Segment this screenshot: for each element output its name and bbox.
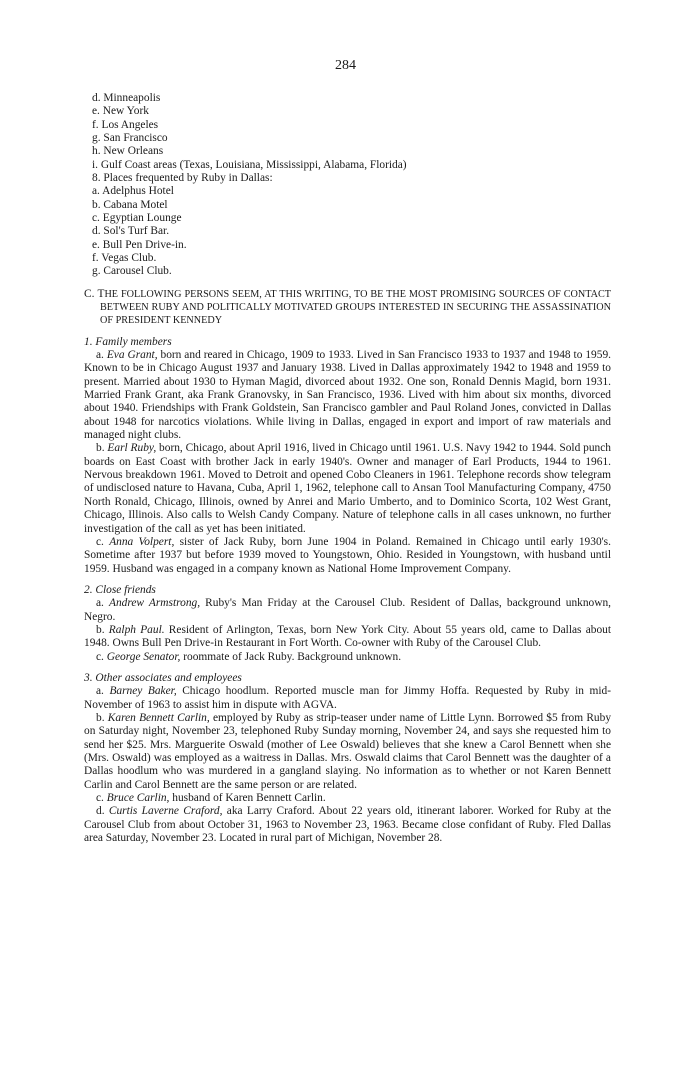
person-description: employed by Ruby as strip-teaser under name of Little Lynn. Borrowed $5 from Ruby on Saturday night, November 23, telephoned Ruby Sunday morning, November 24, and says she requested him to send her $25. Mrs. Marguerite Oswald (mother of Lee Oswald) believes that she knew a Carol Bennett when she (Mrs. Oswald) was employed as a waitress in Dallas. Mrs. Oswald claims that Carol Bennett was the daughter of a Dallas hoodlum who was murdered in a gangland slaying. No information as to whether or not Karen Bennett Carlin and Carol Bennett are the same person or are related. — [84, 711, 612, 791]
document-body — [84, 92, 611, 845]
list-item: i. Gulf Coast areas (Texas, Louisiana, Mississippi, Alabama, Florida) — [92, 158, 407, 171]
associates-paragraph — [84, 712, 611, 792]
item-prefix: a. — [96, 349, 107, 362]
associates-heading: 3. Other associates and employees — [84, 671, 242, 684]
person-description: born and reared in Chicago, 1909 to 1933. Lived in San Francisco 1933 to 1937 and 1948 to 1959. Known to be in Chicago August 1937 and January 1938. Lived in Dallas approximately 1942 to 1948 and 1959 to present. Married about 1930 to Hyman Magid, divorced about 1932. One son, Ronald Dennis Magid, born 1931. Married Frank Grant, aka Frank Granovsky, in San Francisco, 1936. Lived with him about six months, divorced about 1940. Friendships with Frank Goldstein, San Francisco gambler and Paul Roland Jones, convicted in Dallas about 1948 for narcotics violations. While living in Dallas, engaged in export and import of raw materials and managed night clubs. — [84, 349, 611, 442]
person-name: Eva Grant, — [106, 349, 158, 362]
section-c-text: HE FOLLOWING PERSONS SEEM, AT THIS WRITING, TO BE THE MOST PROMISING SOURCES OF CONTACT BETWEEN RUBY AND POLITICALLY MOTIVATED GROUPS INTERESTED IN SECURING THE ASSASSINATION OF PRESIDENT KENNEDY — [100, 288, 611, 327]
person-name: Anna Volpert, — [109, 535, 175, 548]
friends-paragraph — [84, 651, 611, 664]
person-name: Barney Baker, — [109, 685, 177, 698]
person-name: Earl Ruby, — [107, 442, 157, 455]
item-prefix: a. — [96, 685, 110, 698]
item-prefix: b. — [96, 623, 109, 636]
item-prefix: b. — [96, 711, 108, 724]
list-item: 8. Places frequented by Ruby in Dallas: — [92, 172, 273, 185]
person-name: Bruce Carlin, — [106, 792, 170, 805]
item-prefix: c. — [96, 650, 107, 663]
item-prefix: a. — [96, 597, 110, 610]
person-name: George Senator, — [106, 650, 181, 663]
item-prefix: b. — [96, 442, 108, 455]
list-item: b. Cabana Motel — [92, 198, 168, 211]
associates-paragraph — [84, 805, 611, 845]
list-item: d. Minneapolis — [92, 92, 161, 104]
person-description: husband of Karen Bennett Carlin. — [169, 792, 326, 805]
list-item: e. Bull Pen Drive-in. — [92, 238, 187, 251]
family-paragraph — [84, 536, 611, 576]
person-description: Ruby's Man Friday at the Carousel Club. Resident of Dallas, background unknown, Negro. — [84, 597, 611, 623]
page-number: 284 — [335, 58, 356, 73]
person-description: sister of Jack Ruby, born June 1904 in Poland. Remained in Chicago until early 1930's. Sometime after 1937 but before 1939 moved to Youngstown, Ohio. Resided in Youngstown, with husband until 1959. Husband was engaged in a company known as National Home Improvement Company. — [84, 535, 611, 575]
associates-paragraph — [84, 685, 611, 712]
list-item: c. Egyptian Lounge — [92, 212, 182, 225]
location-list — [84, 92, 611, 279]
person-name: Karen Bennett Carlin, — [107, 711, 210, 724]
section-c-lead: C. T — [84, 287, 105, 300]
list-item: g. San Francisco — [92, 132, 168, 145]
list-item: h. New Orleans — [92, 145, 164, 158]
person-name: Curtis Laverne Craford, — [108, 805, 223, 818]
family-heading: 1. Family members — [84, 335, 172, 348]
item-prefix: c. — [96, 792, 107, 805]
list-item: d. Sol's Turf Bar. — [92, 225, 170, 238]
item-prefix: d. — [96, 805, 109, 818]
friends-heading: 2. Close friends — [84, 583, 156, 596]
list-item: f. Los Angeles — [92, 118, 159, 131]
associates-paragraph — [84, 792, 611, 805]
list-item: e. New York — [92, 105, 149, 118]
list-item: f. Vegas Club. — [92, 252, 157, 265]
person-name: Andrew Armstrong, — [109, 597, 201, 610]
person-description: Resident of Arlington, Texas, born New York City. About 55 years old, came to Dallas about 1948. Owns Bull Pen Drive-in Restaurant in Fort Worth. Co-owner with Ruby of the Carousel Club. — [84, 623, 612, 650]
person-description: Chicago hoodlum. Reported muscle man for Jimmy Hoffa. Requested by Ruby in mid-November of 1963 to assist him in dispute with AGVA. — [84, 685, 611, 711]
item-prefix: c. — [96, 535, 110, 548]
list-item: a. Adelphus Hotel — [92, 185, 174, 198]
person-name: Ralph Paul. — [108, 623, 165, 636]
person-description: born, Chicago, about April 1916, lived in Chicago until 1961. U.S. Navy 1942 to 1944. Sold punch boards on East Coast with brother Jack in early 1940's. Owner and manager of Earl Products, 1944 to 1961. Nervous breakdown 1961. Moved to Detroit and opened Cobo Cleaners in 1961. Telephone records show telegram of undisclosed nature to Havana, Cuba, April 1, 1962, telephone call to Ansan Tool Manufacturing Company, 4750 North Ronald, Chicago, Illinois, owned by Anrei and Mario Umberto, and to Dominico Scorta, 102 West Grant, Chicago, Illinois. Also calls to Welsh Candy Company. Nature of telephone calls in all cases unknown, no further investigation of the call as yet has been initiated. — [84, 442, 611, 535]
section-c-heading — [84, 288, 611, 328]
family-paragraph — [84, 349, 611, 442]
friends-paragraph — [84, 624, 611, 651]
friends-paragraph — [84, 597, 611, 624]
list-item: g. Carousel Club. — [92, 265, 172, 278]
family-paragraph — [84, 442, 611, 535]
person-description: aka Larry Craford. About 22 years old, itinerant laborer. Worked for Ruby at the Carousel Club from about October 31, 1963 to November 23, 1963. Became close confidant of Ruby. Fled Dallas area Saturday, November 23. Located in rural part of Michigan, November 28. — [84, 805, 611, 845]
person-description: roommate of Jack Ruby. Background unknown. — [180, 650, 402, 663]
